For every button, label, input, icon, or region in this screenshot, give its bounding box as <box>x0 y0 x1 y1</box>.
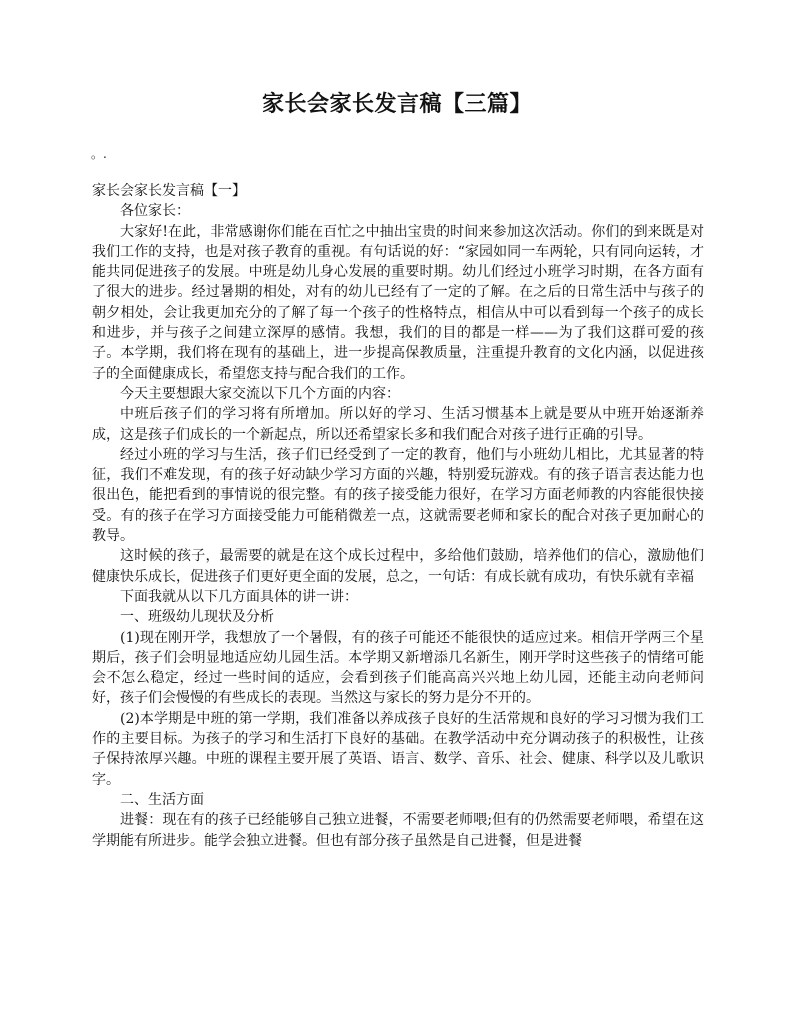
body-paragraph: 今天主要想跟大家交流以下几个方面的内容： <box>120 385 400 402</box>
body-paragraph: 中班后孩子们的学习将有所增加。所以好的学习、生活习惯基本上就是要从中班开始逐渐养成，这是孩子们成长的一个新起点，所以还希望家长多和我们配合对孩子进行正确的引导。 <box>92 406 704 443</box>
body-paragraph: 进餐：现在有的孩子已经能够自己独立进餐，不需要老师喂;但有的仍然需要老师喂，希望在这学期能有所进步。能学会独立进餐。但也有部分孩子虽然是自己进餐，但是进餐 <box>92 812 704 849</box>
body-paragraph: 一、班级幼儿现状及分析 <box>120 609 274 626</box>
stray-mark: 。. <box>91 147 107 161</box>
section-heading: 家长会家长发言稿【一】 <box>92 183 246 199</box>
body-paragraph: 二、生活方面 <box>120 791 204 808</box>
body-paragraph: 各位家长： <box>120 203 190 220</box>
body-paragraph: (1)现在刚开学，我想放了一个暑假，有的孩子可能还不能很快的适应过来。相信开学两三个星期后，孩子们会明显地适应幼儿园生活。本学期又新增添几名新生，刚开学时这些孩子的情绪可能会不怎么稳定，经过一些时间的适应，会看到孩子们能高高兴兴地上幼儿园，还能主动向老师问好，孩子们会慢慢的有些成长的表现。当然这与家长的努力是分不开的。 <box>92 629 704 707</box>
document-body <box>92 181 704 851</box>
body-paragraph: 下面我就从以下几方面具体的讲一讲： <box>120 588 358 605</box>
body-paragraph: 大家好!在此，非常感谢你们能在百忙之中抽出宝贵的时间来参加这次活动。你们的到来既是对我们工作的支持，也是对孩子教育的重视。有句话说的好：“家园如同一车两轮，只有同向运转，才能共同促进孩子的发展。中班是幼儿身心发展的重要时期。幼儿们经过小班学习时期，在各方面有了很大的进步。经过暑期的相处，对有的幼儿已经有了一定的了解。在之后的日常生活中与孩子的朝夕相处，会让我更加充分的了解了每一个孩子的性格特点，相信从中可以看到每一个孩子的成长和进步，并与孩子之间建立深厚的感情。我想，我们的目的都是一样——为了我们这群可爱的孩子。本学期，我们将在现有的基础上，进一步提高保教质量，注重提升教育的文化内涵，以促进孩子的全面健康成长，希望您支持与配合我们的工作。 <box>92 223 704 382</box>
body-paragraph: 这时候的孩子，最需要的就是在这个成长过程中，多给他们鼓励，培养他们的信心，激励他们健康快乐成长，促进孩子们更好更全面的发展，总之，一句话：有成长就有成功，有快乐就有幸福 <box>92 548 704 585</box>
document-title: 家长会家长发言稿【三篇】 <box>261 91 532 117</box>
body-paragraph: (2)本学期是中班的第一学期，我们准备以养成孩子良好的生活常规和良好的学习习惯为我们工作的主要目标。为孩子的学习和生活打下良好的基础。在教学活动中充分调动孩子的积极性，让孩子保持浓厚兴趣。中班的课程主要开展了英语、语言、数学、音乐、社会、健康、科学以及儿歌识字。 <box>92 710 704 788</box>
body-paragraph: 经过小班的学习与生活，孩子们已经受到了一定的教育，他们与小班幼儿相比，尤其显著的特征，我们不难发现，有的孩子好动缺少学习方面的兴趣，特别爱玩游戏。有的孩子语言表达能力也很出色，能把看到的事情说的很完整。有的孩子接受能力很好，在学习方面老师教的内容能很快接受。有的孩子在学习方面接受能力可能稍微差一点，这就需要老师和家长的配合对孩子更加耐心的教导。 <box>92 446 704 545</box>
